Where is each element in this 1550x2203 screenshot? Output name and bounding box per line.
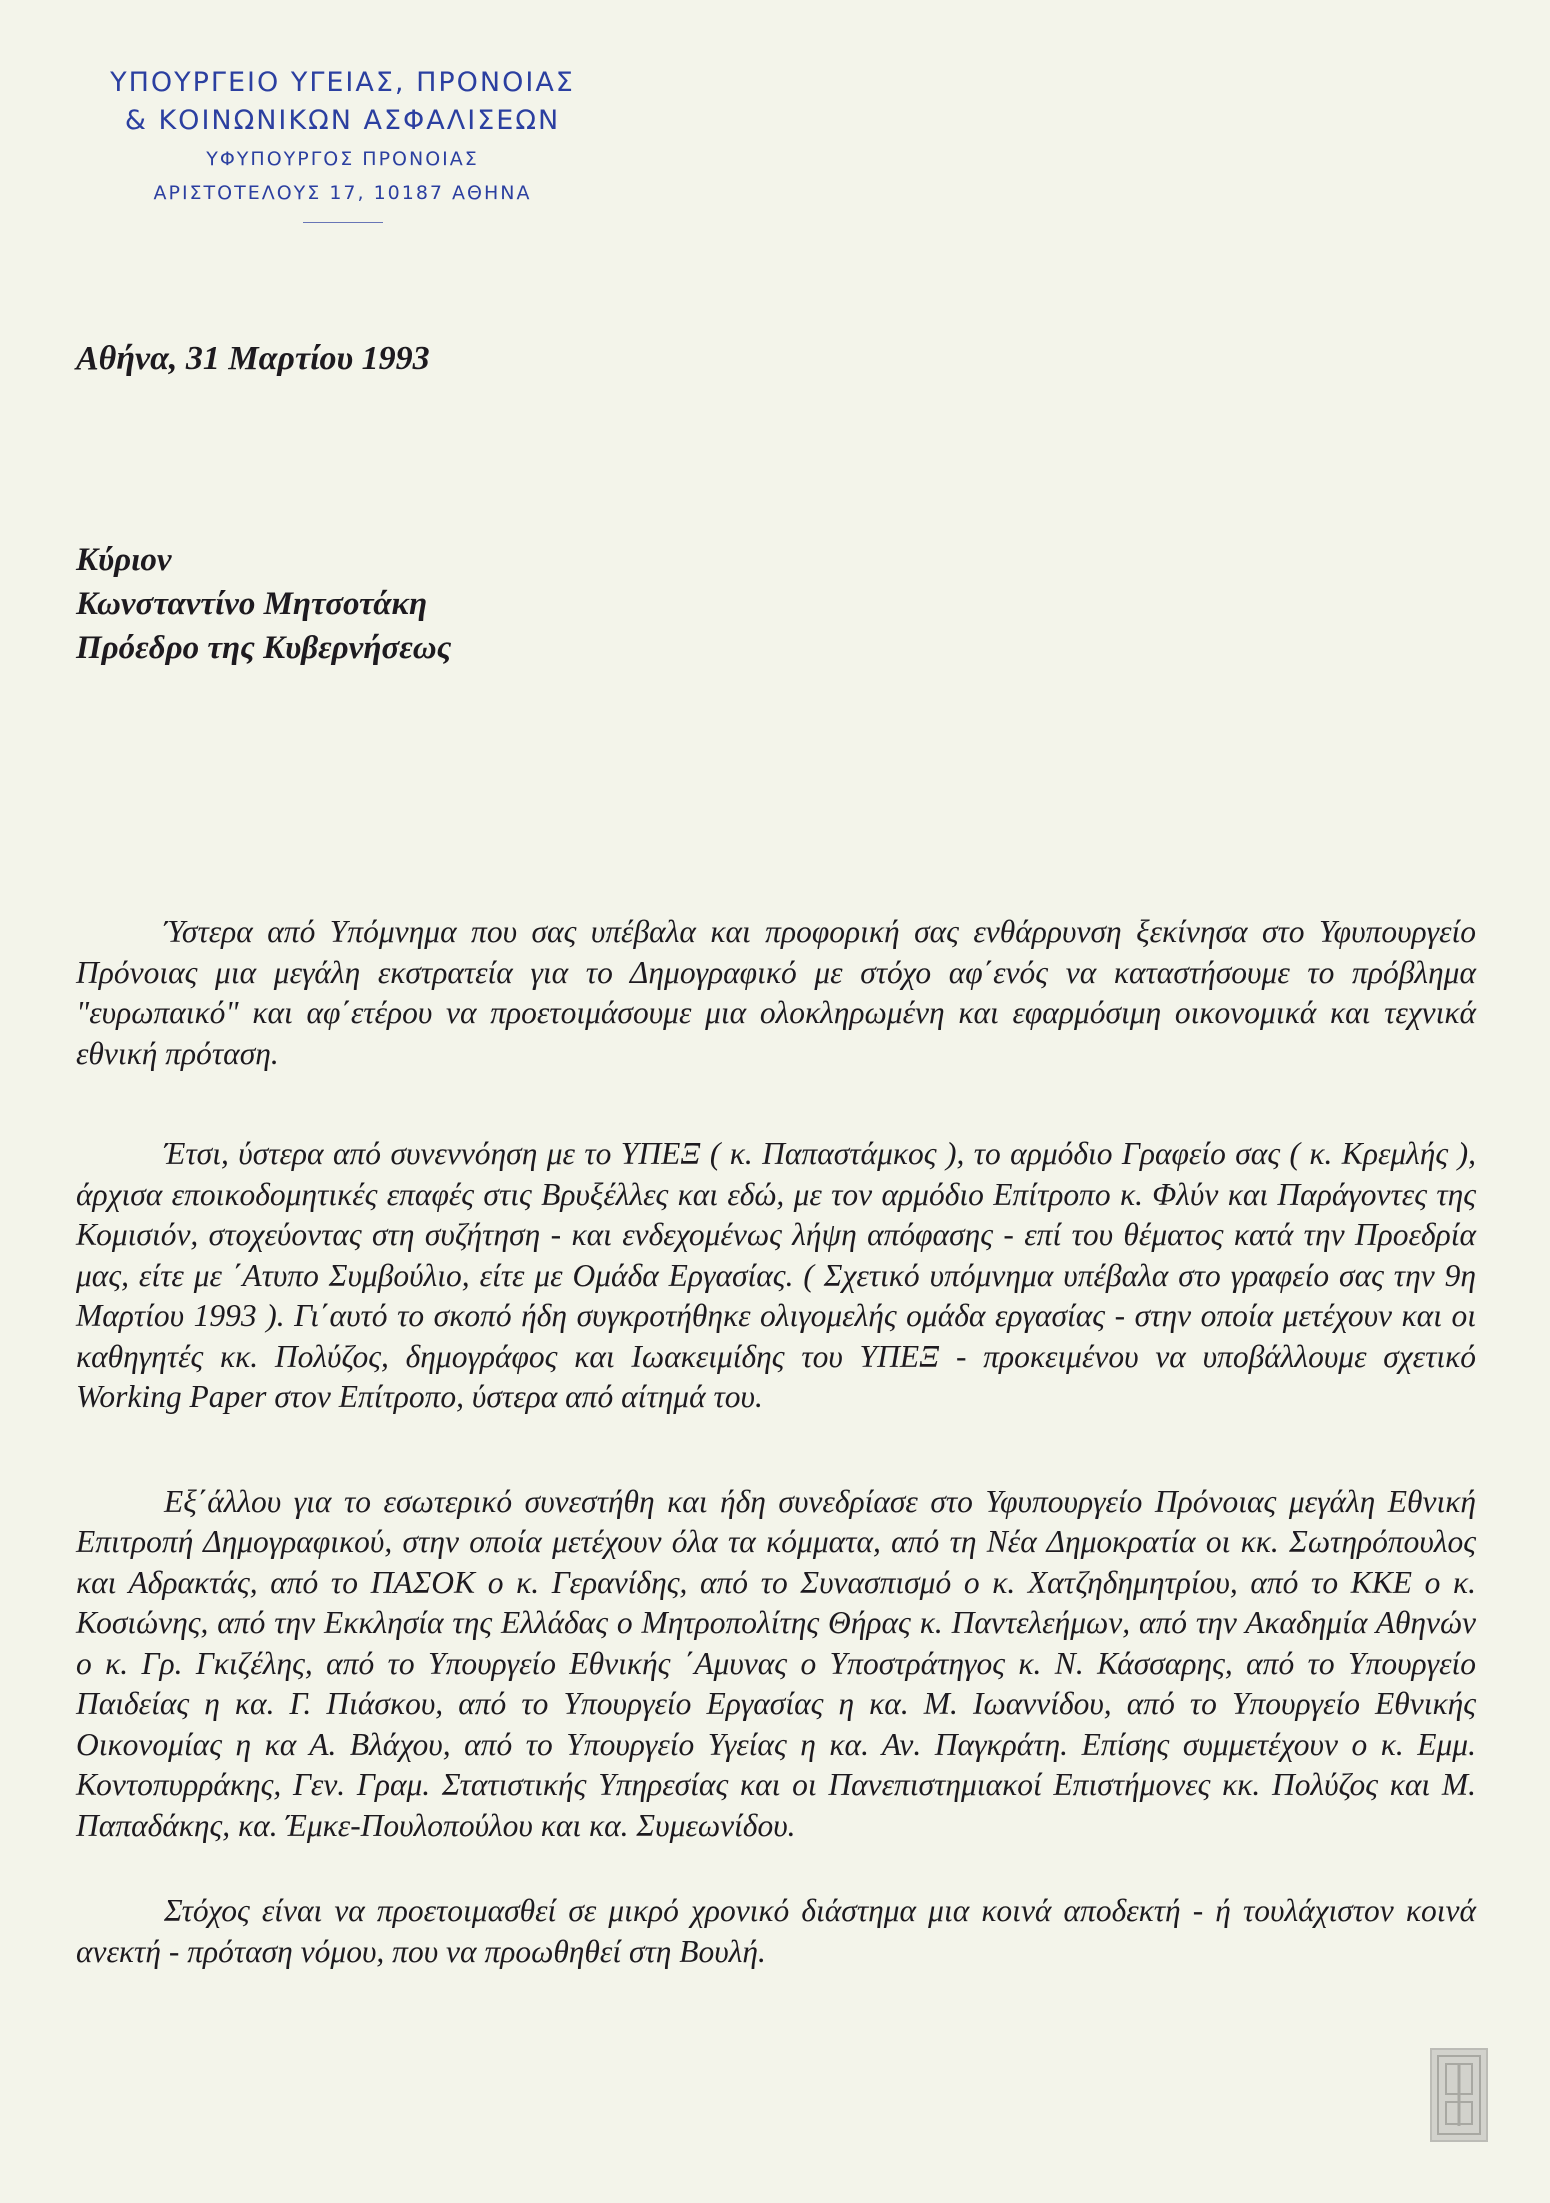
- recipient-block: [76, 538, 451, 670]
- letterhead-divider: [303, 222, 383, 223]
- archive-stamp-icon: [1430, 2048, 1488, 2142]
- paragraph-2: Έτσι, ύστερα από συνεννόηση με το ΥΠΕΞ ( κ. Παπαστάμκος ), το αρμόδιο Γραφείο σας ( κ. Κρεμλής ), άρχισα εποικοδομητικές επαφές στις Βρυξέλλες και εδώ, με τον αρμόδιο Επίτροπο κ. Φλύν και Παράγοντες της Κομισιόν, στοχεύοντας στη συζήτηση - και ενδεχομένως λήψη απόφασης - επί του θέματος κατά την Προεδρία μας, είτε με ΄Ατυπο Συμβούλιο, είτε με Ομάδα Εργασίας. ( Σχετικό υπόμνημα υπέβαλα στο γραφείο σας την 9η Μαρτίου 1993 ). Γι΄αυτό το σκοπό ήδη συγκροτήθηκε ολιγομελής ομάδα εργασίας - στην οποία μετέχουν και οι καθηγητές κκ. Πολύζος, δημογράφος και Ιωακειμίδης του ΥΠΕΞ - προκειμένου να υποβάλλουμε σχετικό Working Paper στον Επίτροπο, ύστερα από αίτημά του.: [76, 1136, 1476, 1414]
- letterhead-ministry: ΥΠΟΥΡΓΕΙΟ ΥΓΕΙΑΣ, ΠΡΟΝΟΙΑΣ: [110, 67, 575, 98]
- paragraph-1: Ύστερα από Υπόμνημα που σας υπέβαλα και προφορική σας ενθάρρυνση ξεκίνησα στο Υφυπουργείο Πρόνοιας μια μεγάλη εκστρατεία για το Δημογραφικό με στόχο αφ΄ενός να καταστήσουμε το πρόβλημα "ευρωπαικό" και αφ΄ετέρου να προετοιμάσουμε μια ολοκληρωμένη και εφαρμόσιμη οικονομικά και τεχνικά εθνική πρόταση.: [76, 914, 1476, 1071]
- letterhead-deputy-ministry: ΥΦΥΠΟΥΡΓΟΣ ΠΡΟΝΟΙΑΣ: [206, 148, 479, 170]
- recipient-salutation: Κύριον: [76, 542, 172, 578]
- recipient-title: Πρόεδρο της Κυβερνήσεως: [76, 630, 452, 666]
- letterhead-ministry-cont: & ΚΟΙΝΩΝΙΚΩΝ ΑΣΦΑΛΙΣΕΩΝ: [124, 105, 561, 136]
- paragraph-3: Εξ΄άλλου για το εσωτερικό συνεστήθη και ήδη συνεδρίασε στο Υφυπουργείο Πρόνοιας μεγάλη Εθνική Επιτροπή Δημογραφικού, στην οποία μετέχουν όλα τα κόμματα, από τη Νέα Δημοκρατία οι κκ. Σωτηρόπουλος και Αδρακτάς, από το ΠΑΣΟΚ ο κ. Γερανίδης, από το Συνασπισμό ο κ. Χατζηδημητρίου, από το ΚΚΕ ο κ. Κοσιώνης, από την Εκκλησία της Ελλάδας ο Μητροπολίτης Θήρας κ. Παντελεήμων, από την Ακαδημία Αθηνών ο κ. Γρ. Γκιζέλης, από το Υπουργείο Εθνικής ΄Αμυνας ο Υποστράτηγος κ. Ν. Κάσσαρης, από το Υπουργείο Παιδείας η κα. Γ. Πιάσκου, από το Υπουργείο Εργασίας η κα. Μ. Ιωαννίδου, από το Υπουργείο Εθνικής Οικονομίας η κα Α. Βλάχου, από το Υπουργείο Υγείας η κα. Αν. Παγκράτη. Επίσης συμμετέχουν ο κ. Εμμ. Κοντοπυρράκης, Γεν. Γραμ. Στατιστικής Υπηρεσίας και οι Πανεπιστημιακοί Επιστήμονες κκ. Πολύζος και Μ. Παπαδάκης, κα. Έμκε-Πουλοπούλου και κα. Συμεωνίδου.: [76, 1483, 1476, 1843]
- letter-date: Αθήνα, 31 Μαρτίου 1993: [76, 340, 430, 377]
- recipient-name: Κωνσταντίνο Μητσοτάκη: [76, 586, 428, 622]
- letterhead-address: ΑΡΙΣΤΟΤΕΛΟΥΣ 17, 10187 ΑΘΗΝΑ: [153, 182, 532, 204]
- paragraph-4: Στόχος είναι να προετοιμασθεί σε μικρό χρονικό διάστημα μια κοινά αποδεκτή - ή τουλάχιστον κοινά ανεκτή - πρόταση νόμου, που να προωθηθεί στη Βουλή.: [76, 1893, 1476, 1969]
- letterhead: [70, 64, 615, 223]
- letter-body: [76, 912, 1476, 1972]
